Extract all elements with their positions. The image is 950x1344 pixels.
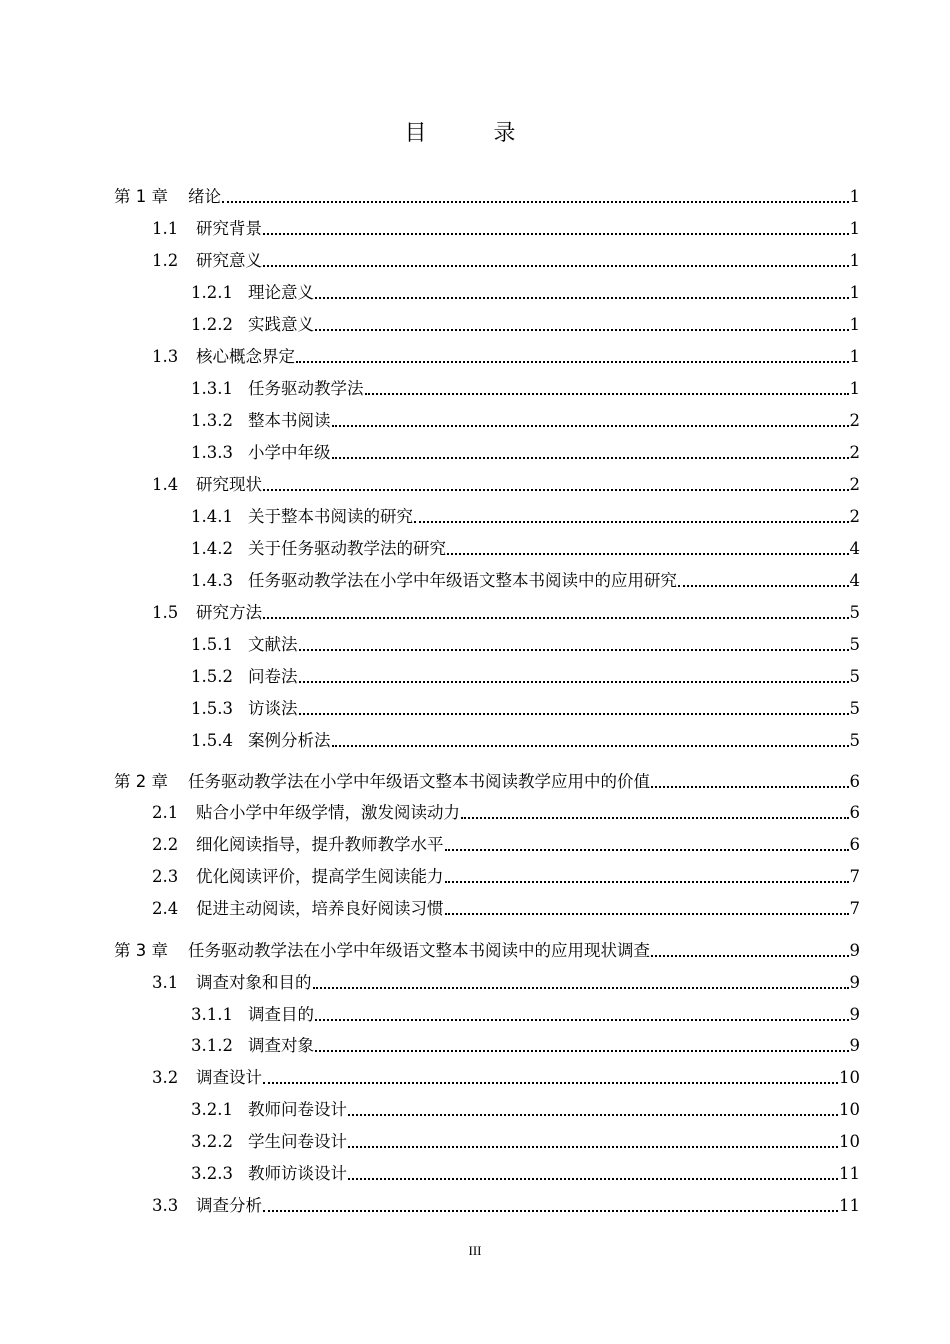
- dot-leader: [332, 425, 849, 427]
- dot-leader: [332, 745, 849, 747]
- toc-entry[interactable]: [191, 1005, 860, 1025]
- toc-entry[interactable]: [152, 835, 860, 855]
- toc-entry[interactable]: [191, 571, 860, 591]
- toc-entry-number: 3.1.2: [191, 1036, 233, 1055]
- toc-entry[interactable]: [114, 187, 860, 207]
- toc-entry-number: 第 1 章: [114, 187, 168, 206]
- toc-entry[interactable]: [152, 1068, 860, 1088]
- toc-entry-title: 整本书阅读: [248, 411, 331, 430]
- toc-entry[interactable]: [191, 411, 860, 431]
- dot-leader: [299, 681, 849, 683]
- toc-entry[interactable]: [152, 219, 860, 239]
- toc-entry-number: 3.1.1: [191, 1005, 233, 1024]
- toc-entry-title: 任务驱动教学法在小学中年级语文整本书阅读中的应用现状调查: [188, 941, 650, 960]
- toc-entry-title: 研究背景: [196, 219, 262, 238]
- toc-entry-page: 10: [839, 1100, 860, 1119]
- toc-entry-page: 6: [849, 803, 860, 822]
- toc-entry-page: 11: [839, 1196, 860, 1215]
- dot-leader: [315, 1050, 849, 1052]
- toc-entry-page: 1: [849, 251, 860, 270]
- toc-entry[interactable]: [114, 772, 860, 792]
- toc-entry-page: 11: [839, 1164, 860, 1183]
- toc-entry-page: 1: [849, 187, 860, 206]
- toc-entry[interactable]: [191, 315, 860, 335]
- toc-entry-page: 6: [849, 835, 860, 854]
- toc-entry-title: 访谈法: [248, 699, 298, 718]
- toc-entry[interactable]: [152, 603, 860, 623]
- toc-entry-title: 核心概念界定: [196, 347, 295, 366]
- toc-entry[interactable]: [191, 1164, 860, 1184]
- toc-entry-page: 10: [839, 1068, 860, 1087]
- toc-entry[interactable]: [152, 475, 860, 495]
- toc-entry-page: 9: [849, 973, 860, 992]
- toc-entry-title: 问卷法: [248, 667, 298, 686]
- toc-entry-title: 案例分析法: [248, 731, 331, 750]
- toc-entry-number: 1.5.3: [191, 699, 233, 718]
- toc-entry-number: 2.1: [152, 803, 179, 822]
- toc-entry-number: 2.3: [152, 867, 179, 886]
- toc-entry-page: 9: [849, 1005, 860, 1024]
- dot-leader: [222, 201, 849, 203]
- toc-entry-page: 1: [849, 347, 860, 366]
- dot-leader: [263, 617, 849, 619]
- toc-entry[interactable]: [191, 443, 860, 463]
- toc-entry[interactable]: [152, 1196, 860, 1216]
- dot-leader: [263, 1082, 838, 1084]
- toc-entry[interactable]: [152, 973, 860, 993]
- toc-entry[interactable]: [191, 1100, 860, 1120]
- toc-entry-number: 1.2.1: [191, 283, 233, 302]
- dot-leader: [263, 489, 849, 491]
- dot-leader: [447, 553, 849, 555]
- toc-entry-number: 3.2: [152, 1068, 179, 1087]
- toc-entry-title: 关于任务驱动教学法的研究: [248, 539, 446, 558]
- toc-entry-page: 1: [849, 379, 860, 398]
- toc-entry[interactable]: [152, 867, 860, 887]
- dot-leader: [296, 361, 849, 363]
- toc-entry-page: 4: [849, 539, 860, 558]
- dot-leader: [445, 849, 849, 851]
- dot-leader: [414, 521, 849, 523]
- toc-entry-page: 1: [849, 283, 860, 302]
- dot-leader: [348, 1146, 838, 1148]
- toc-entry-number: 3.3: [152, 1196, 179, 1215]
- toc-entry[interactable]: [191, 283, 860, 303]
- toc-entry-page: 1: [849, 219, 860, 238]
- toc-entry-title: 研究现状: [196, 475, 262, 494]
- toc-entry[interactable]: [152, 899, 860, 919]
- toc-entry-page: 2: [849, 475, 860, 494]
- toc-entry[interactable]: [152, 347, 860, 367]
- toc-entry-number: 1.4.2: [191, 539, 233, 558]
- dot-leader: [678, 585, 849, 587]
- toc-entry-title: 任务驱动教学法在小学中年级语文整本书阅读中的应用研究: [248, 571, 677, 590]
- toc-entry-title: 研究方法: [196, 603, 262, 622]
- toc-entry-number: 1.3: [152, 347, 179, 366]
- toc-entry-title: 关于整本书阅读的研究: [248, 507, 413, 526]
- dot-leader: [315, 297, 849, 299]
- toc-entry-title: 优化阅读评价，提高学生阅读能力: [196, 867, 444, 886]
- toc-entry-page: 2: [849, 507, 860, 526]
- dot-leader: [365, 393, 849, 395]
- toc-entry-page: 2: [849, 443, 860, 462]
- toc-entry[interactable]: [191, 635, 860, 655]
- toc-entry-number: 1.4.3: [191, 571, 233, 590]
- toc-entry-title: 任务驱动教学法: [248, 379, 364, 398]
- dot-leader: [348, 1114, 838, 1116]
- toc-entry[interactable]: [191, 1132, 860, 1152]
- toc-entry[interactable]: [191, 539, 860, 559]
- toc-entry[interactable]: [191, 1036, 860, 1056]
- toc-entry-title: 学生问卷设计: [248, 1132, 347, 1151]
- dot-leader: [461, 817, 849, 819]
- toc-entry-page: 9: [849, 941, 860, 960]
- toc-entry-title: 绪论: [188, 187, 221, 206]
- toc-entry-number: 3.2.2: [191, 1132, 233, 1151]
- dot-leader: [315, 1019, 849, 1021]
- toc-entry-number: 1.4.1: [191, 507, 233, 526]
- toc-entry-title: 文献法: [248, 635, 298, 654]
- dot-leader: [651, 786, 849, 788]
- toc-entry-title: 调查对象: [248, 1036, 314, 1055]
- toc-entry[interactable]: [114, 941, 860, 961]
- toc-entry[interactable]: [191, 731, 860, 751]
- dot-leader: [299, 649, 849, 651]
- toc-entry-page: 7: [849, 867, 860, 886]
- dot-leader: [445, 913, 849, 915]
- toc-entry-number: 1.3.2: [191, 411, 233, 430]
- toc-entry-number: 2.4: [152, 899, 179, 918]
- toc-entry-page: 4: [849, 571, 860, 590]
- toc-entry-number: 1.2: [152, 251, 179, 270]
- dot-leader: [313, 987, 849, 989]
- toc-entry-number: 1.1: [152, 219, 179, 238]
- toc-entry-title: 研究意义: [196, 251, 262, 270]
- toc-entry-title: 教师问卷设计: [248, 1100, 347, 1119]
- toc-entry-page: 5: [849, 635, 860, 654]
- toc-entry-title: 调查分析: [196, 1196, 262, 1215]
- toc-entry-number: 第 2 章: [114, 772, 168, 791]
- toc-entry-number: 2.2: [152, 835, 179, 854]
- toc-entry-number: 3.1: [152, 973, 179, 992]
- toc-entry-number: 1.3.3: [191, 443, 233, 462]
- toc-entry[interactable]: [191, 379, 860, 399]
- dot-leader: [651, 955, 849, 957]
- toc-entry-number: 第 3 章: [114, 941, 168, 960]
- toc-entry-page: 5: [849, 731, 860, 750]
- toc-entry[interactable]: [191, 667, 860, 687]
- toc-entry-page: 1: [849, 315, 860, 334]
- toc-entry-number: 3.2.3: [191, 1164, 233, 1183]
- toc-entry-number: 1.5.4: [191, 731, 233, 750]
- toc-entry-number: 1.3.1: [191, 379, 233, 398]
- toc-entry-number: 1.4: [152, 475, 179, 494]
- toc-entry-number: 1.5.2: [191, 667, 233, 686]
- toc-entry-page: 2: [849, 411, 860, 430]
- toc-entry-page: 5: [849, 699, 860, 718]
- toc-entry-title: 调查对象和目的: [196, 973, 312, 992]
- toc-entry-page: 7: [849, 899, 860, 918]
- toc-entry-title: 细化阅读指导，提升教师教学水平: [196, 835, 444, 854]
- toc-entry-page: 5: [849, 603, 860, 622]
- dot-leader: [445, 881, 849, 883]
- dot-leader: [263, 265, 849, 267]
- page-number: III: [468, 1243, 482, 1258]
- dot-leader: [299, 713, 849, 715]
- dot-leader: [315, 329, 849, 331]
- toc-entry-page: 5: [849, 667, 860, 686]
- toc-entry-page: 6: [849, 772, 860, 791]
- toc-entry-title: 教师访谈设计: [248, 1164, 347, 1183]
- toc-entry-page: 10: [839, 1132, 860, 1151]
- toc-entry-title: 促进主动阅读，培养良好阅读习惯: [196, 899, 444, 918]
- toc-entry-page: 9: [849, 1036, 860, 1055]
- toc-entry-number: 1.5.1: [191, 635, 233, 654]
- toc-entry-title: 理论意义: [248, 283, 314, 302]
- toc-entry-number: 3.2.1: [191, 1100, 233, 1119]
- toc-entry-title: 调查目的: [248, 1005, 314, 1024]
- dot-leader: [348, 1178, 838, 1180]
- dot-leader: [263, 233, 849, 235]
- toc-entry-title: 任务驱动教学法在小学中年级语文整本书阅读教学应用中的价值: [188, 772, 650, 791]
- toc-entry-title: 实践意义: [248, 315, 314, 334]
- toc-entry[interactable]: [191, 507, 860, 527]
- toc-title: 目 录: [404, 121, 546, 146]
- toc-entry[interactable]: [152, 803, 860, 823]
- toc-entry-title: 调查设计: [196, 1068, 262, 1087]
- toc-entry-number: 1.2.2: [191, 315, 233, 334]
- toc-entry-number: 1.5: [152, 603, 179, 622]
- toc-entry[interactable]: [191, 699, 860, 719]
- toc-entry-title: 贴合小学中年级学情，激发阅读动力: [196, 803, 460, 822]
- dot-leader: [332, 457, 849, 459]
- toc-entry-title: 小学中年级: [248, 443, 331, 462]
- dot-leader: [263, 1210, 838, 1212]
- toc-entry[interactable]: [152, 251, 860, 271]
